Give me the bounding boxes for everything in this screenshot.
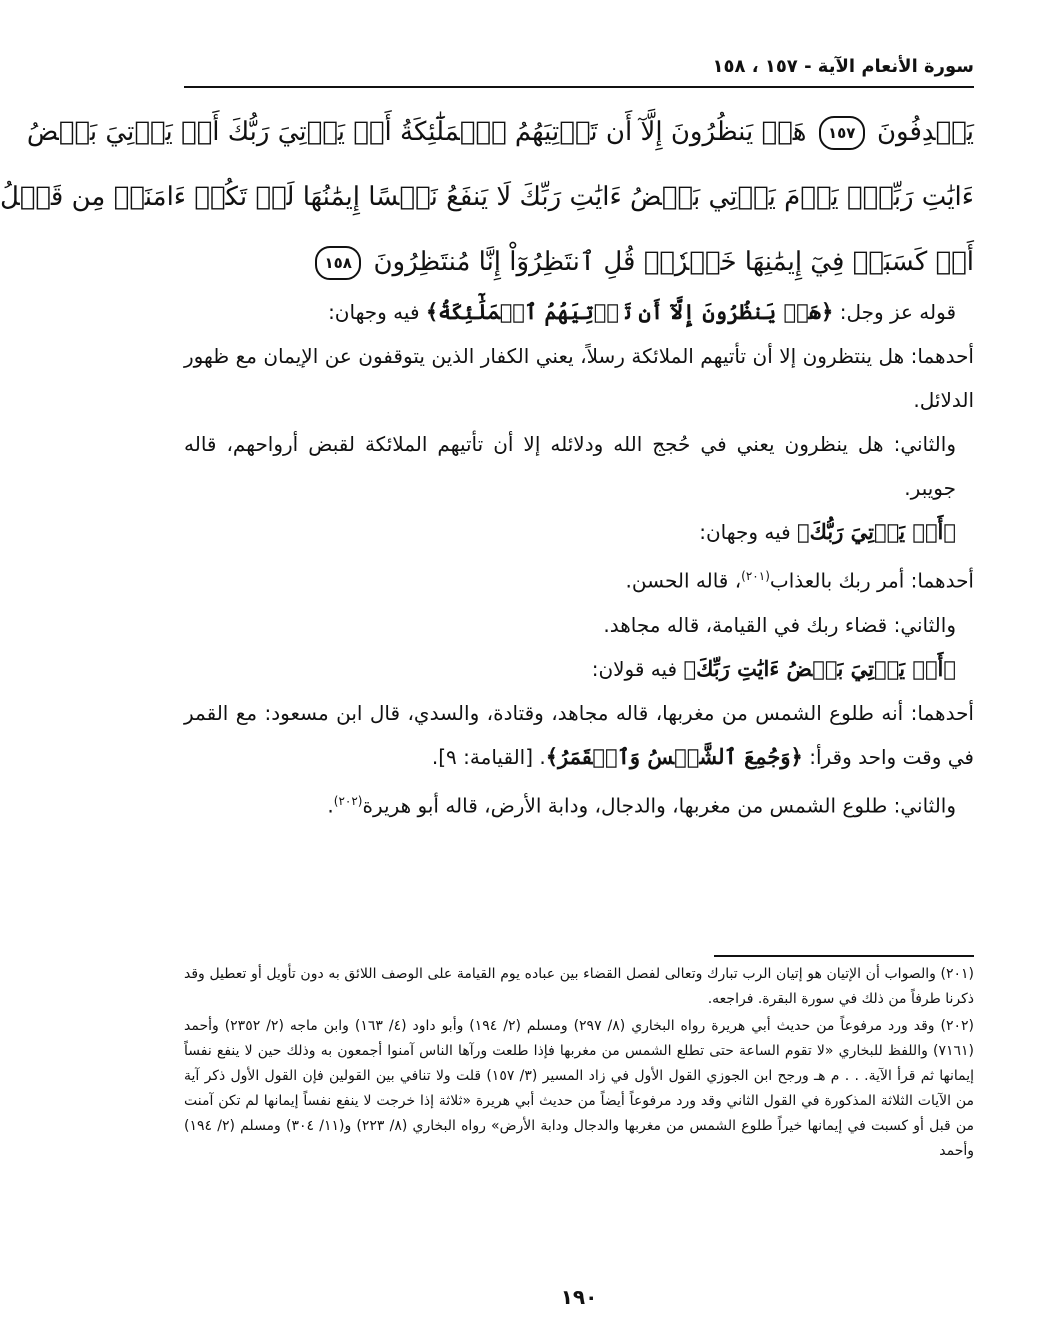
commentary-paragraph: أحدهما: هل ينتظرون إلا أن تأتيهم الملائكة رسلاً، يعني الكفار الذين يتوقفون عن الإيمان مع ظهور الدلائل. — [184, 344, 974, 412]
page-number: ١٩٠ — [560, 1285, 598, 1309]
paragraph-text: فيه وجهان: — [328, 300, 426, 324]
commentary-paragraph — [184, 779, 974, 828]
paragraph-text: فيه وجهان: — [699, 520, 798, 544]
quran-text-segment: ءَايَٰتِ رَبِّكَۗ يَوۡمَ يَأۡتِي بَعۡضُ ءَايَٰتِ رَبِّكَ لَا يَنفَعُ نَفۡسًا إِيمَٰنُهَا لَمۡ تَكُنۡ ءَامَنَتۡ مِن قَبۡلُ — [0, 182, 974, 212]
quran-text-segment: يَصۡدِفُونَ — [876, 117, 974, 147]
commentary-paragraph — [184, 510, 974, 554]
footnote-reference: (٢٠١) — [741, 569, 770, 583]
paragraph-text: . [القيامة: ٩]. — [431, 744, 546, 769]
paragraph-text: والثاني: طلوع الشمس من مغربها، والدجال، ودابة الأرض، قاله أبو هريرة — [362, 793, 956, 818]
commentary-paragraph — [184, 691, 974, 779]
quran-verses-block — [0, 100, 974, 295]
paragraph-text: فيه قولان: — [591, 656, 684, 681]
paragraph-text: أحدهما: أمر ربك بالعذاب — [769, 568, 974, 593]
footnotes-section — [184, 962, 974, 1166]
footnote-reference: (٢٠٢) — [333, 793, 363, 808]
commentary-body — [184, 290, 974, 827]
book-page — [0, 40, 975, 1310]
quran-quotation: ﴿هَلۡ يَنظُرُونَ إِلَّآ أَن تَأۡتِيَهُمُ ٱلۡمَلَٰٓئِكَةُ﴾ — [425, 299, 834, 324]
page-header — [184, 40, 974, 88]
commentary-paragraph — [184, 554, 974, 603]
surah-header-title: سورة الأنعام الآية - ١٥٧ ، ١٥٨ — [712, 56, 974, 77]
quran-text-segment: أَوۡ كَسَبَتۡ فِيٓ إِيمَٰنِهَا خَيۡرٗاۗ قُلِ ٱنتَظِرُوٓاْ إِنَّا مُنتَظِرُونَ — [373, 247, 974, 277]
commentary-paragraph: والثاني: قضاء ربك في القيامة، قاله مجاهد. — [603, 612, 956, 637]
quran-text-segment: هَلۡ يَنظُرُونَ إِلَّآ أَن تَأۡتِيَهُمُ ٱلۡمَلَٰٓئِكَةُ أَوۡ يَأۡتِيَ رَبُّكَ أَوۡ يَأۡتِيَ بَعۡضُ — [26, 117, 807, 147]
paragraph-text: ، قاله الحسن. — [625, 568, 742, 593]
footnote-separator — [714, 955, 974, 957]
quran-line-1 — [26, 100, 974, 165]
paragraph-text: قوله عز وجل: — [833, 300, 956, 324]
ayah-number-marker: ١٥٧ — [819, 116, 865, 150]
quran-line-3 — [184, 230, 974, 295]
paragraph-text: أحدهما: أنه طلوع الشمس من مغربها، قاله مجاهد، وقتادة، والسدي، قال ابن مسعود: مع القمر في وقت واحد وقرأ: — [184, 700, 974, 769]
footnote-202: (٢٠٢) وقد ورد مرفوعاً من حديث أبي هريرة رواه البخاري (٨/ ٢٩٧) ومسلم (٢/ ١٩٤) وأبو داود (٤/ ١٦٣) وابن ماجه (٢/ ٢٣٥٢) وأحمد (٧١٦١) واللفظ للبخاري «لا تقوم الساعة حتى تطلع الشمس من مغربها فإذا طلعت ورآها الناس آمنوا أجمعون به وذلك حين لا ينفع نفساً إيمانها ثم قرأ الآية. . . م هـ ورجح ابن الجوزي القول الأول في زاد المسير (٣/ ١٥٧) قلت ولا تنافي بين القولين فإن القول الأول ذكر آية من الآيات الثلاثة المذكورة في القول الثاني وقد ورد مرفوعاً أيضاً من حديث أبي هريرة «ثلاثة إذا خرجت لا ينفع نفساً إيمانها لم تكن آمنت من قبل أو كسبت في إيمانها خيراً طلوع الشمس من مغربها والدجال ودابة الأرض» رواه البخاري (٨/ ٢٢٣) و(١١/ ٣٠٤) ومسلم (٢/ ١٩٤) وأحمد — [184, 1018, 975, 1159]
commentary-paragraph — [184, 290, 974, 334]
paragraph-text: . — [327, 793, 334, 818]
commentary-paragraph: والثاني: هل ينظرون يعني في حُجج الله ودلائله إلا أن تأتيهم الملائكة لقبض أرواحهم، قاله جويبر. — [184, 432, 956, 500]
quran-line-2 — [0, 165, 974, 230]
quran-quotation: ﴿أَوۡ يَأۡتِيَ بَعۡضُ ءَايَٰتِ رَبِّكَ﴾ — [683, 655, 956, 681]
quran-quotation: ﴿أَوۡ يَأۡتِيَ رَبُّكَ﴾ — [797, 519, 956, 544]
commentary-paragraph — [184, 647, 974, 691]
quran-quotation: ﴿وَجُمِعَ ٱلشَّمۡسُ وَٱلۡقَمَرُ﴾ — [545, 743, 803, 769]
footnote-201: (٢٠١) والصواب أن الإتيان هو إتيان الرب تبارك وتعالى لفصل القضاء بين عباده يوم القيامة على الوصف اللائق به دون تأويل أو تعطيل وقد ذكرنا طرفاً من ذلك في سورة البقرة. فراجعه. — [184, 966, 974, 1007]
ayah-number-marker: ١٥٨ — [315, 246, 361, 280]
